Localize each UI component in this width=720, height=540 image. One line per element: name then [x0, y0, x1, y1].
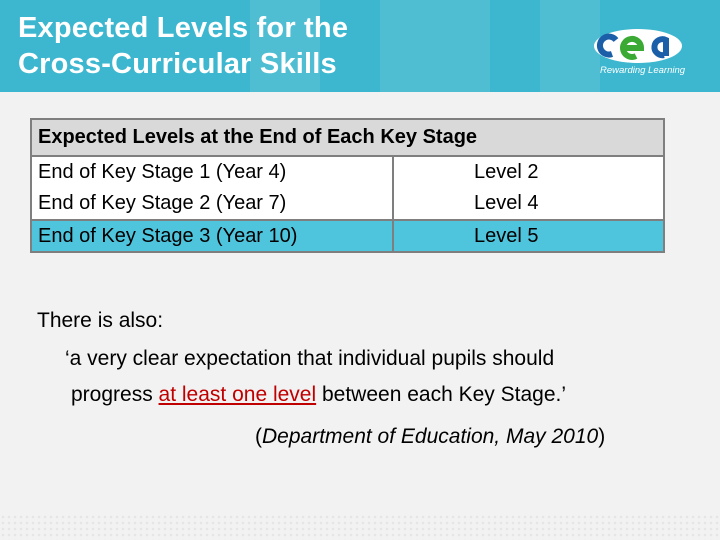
quote-line-2-pre: progress — [71, 383, 159, 406]
logo-tagline: Rewarding Learning — [600, 65, 686, 76]
table-row — [31, 220, 664, 252]
banner-stripe — [380, 0, 490, 92]
intro-text: There is also: — [37, 309, 164, 332]
quote-line-1: ‘a very clear expectation that individual pupils should — [65, 347, 555, 370]
title-banner — [0, 0, 720, 92]
table-heading: Expected Levels at the End of Each Key Stage — [31, 119, 664, 156]
level-cell: Level 4 — [393, 188, 664, 220]
slide-title-line1: Expected Levels for the — [18, 12, 349, 44]
quote-line-2 — [71, 383, 566, 407]
table-row — [31, 188, 664, 220]
citation-text: Department of Education, May 2010 — [262, 425, 599, 448]
slide-title-line2: Cross-Curricular Skills — [18, 48, 337, 80]
banner-stripe — [540, 0, 600, 92]
emphasis-text: at least one level — [158, 383, 317, 406]
citation-close: ) — [598, 425, 606, 448]
decorative-dot-band — [0, 514, 720, 540]
expected-levels-table — [30, 118, 665, 253]
stage-cell: End of Key Stage 1 (Year 4) — [31, 156, 393, 188]
table-row — [31, 156, 664, 188]
stage-cell: End of Key Stage 3 (Year 10) — [31, 220, 393, 252]
level-cell: Level 2 — [393, 156, 664, 188]
level-cell: Level 5 — [393, 220, 664, 252]
slide-title — [18, 10, 348, 82]
stage-cell: End of Key Stage 2 (Year 7) — [31, 188, 393, 220]
citation-open: ( — [255, 425, 262, 448]
quote-line-2-post: between each Key Stage.’ — [316, 383, 566, 406]
citation — [255, 425, 605, 449]
